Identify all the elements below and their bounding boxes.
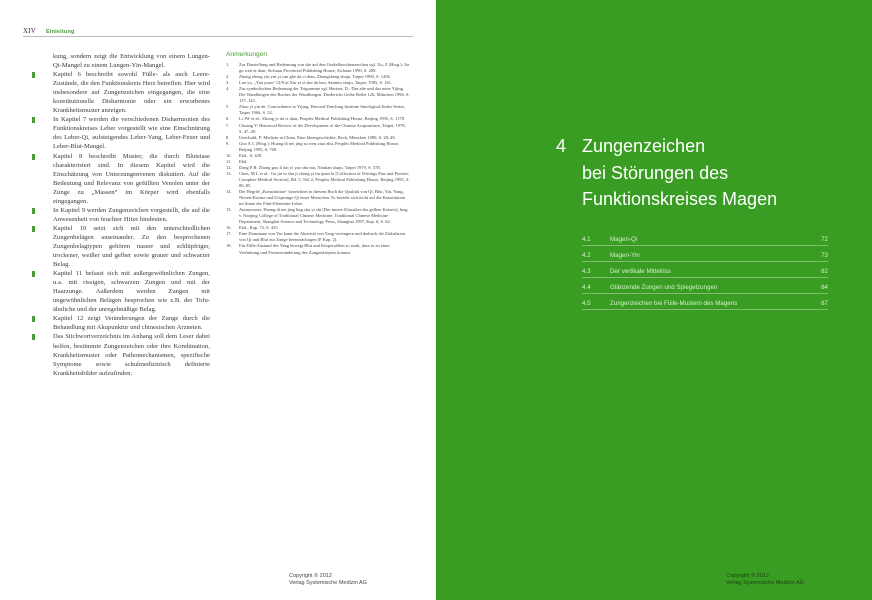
note-number: 17. [226,231,232,237]
toc-entry[interactable] [582,236,828,246]
note-number: 7. [226,122,230,128]
toc-section-title: Magen-Yin [610,252,640,259]
note-item [226,189,410,207]
toc-section-title: Glänzende Zungen und Spiegelzungen [610,284,718,291]
toc-section-title: Magen-Qi [610,236,638,243]
chapter-opener-page [436,0,872,600]
note-number: 12. [226,164,232,170]
bullet-paragraph: Kapitel 11 befasst sich mit außergewöhnlichen Zungen, u.a. mit rissigen, schwarzen Zungen und mit der Haarzunge. Außerdem werden Zungen mit ungewöhnlichen Belägen besprochen wie z.B. der Tofu-ähnliche und der unregelmäßige Belag. [44,269,210,314]
toc-page-number: 84 [821,284,828,291]
copyright-right [726,573,804,587]
toc-section-title: Der vertikale Mittelriss [610,268,671,275]
note-number: 14. [226,189,232,195]
header-rule [23,36,413,37]
toc-entry[interactable] [582,252,828,262]
toc-page-number: 82 [821,268,828,275]
notes-list [226,62,410,256]
note-text: Zur Darstellung und Bedeutung von she auf den Orakelknochenzeichen vgl. Xu, Z (Hrsg.): Jia gu wen zi dian, Sichuan Provincial Publishing House, Sichuan 1990, S. 208. [239,62,409,74]
note-text: Eine Dominanz von Yin kann die Aktivität von Yang verringern und dadurch die Zirkulation von Qi und Blut zur Zunge beeinträchtigen (F Kap. 2). [239,231,406,243]
note-item [226,123,410,135]
note-number: 3. [226,80,230,86]
main-text-column [44,52,210,378]
note-text: Chen, M L et al.: Gu jin tu shu ji cheng yi bu quan lu [Collection of Writings Past and Present: Complete Medical Section], Bd. 5, Teil 2, Peoples Medical Publishing House, Beijing 1995, S. 80–85. [239,170,410,188]
chapter-title [582,133,856,213]
toc-section-number: 4.4 [582,284,591,291]
toc-section-number: 4.1 [582,236,591,243]
note-text: Dang P B: Zhong guo li dai yi yao shu mu, Nantian shuju, Taipei 1979, S. 378. [239,164,381,170]
note-number: 13. [226,170,232,176]
toc-section-number: 4.5 [582,300,591,307]
publisher-line: Verlag Systemische Medizin AG [289,579,367,586]
chapter-contents [582,236,828,316]
note-item [226,171,410,189]
notes-title: Anmerkungen [226,51,268,58]
note-text: Unschuld, P: Medizin in China. Eine Ideengeschichte, Beck, München 1980, S. 28–48. [239,134,396,140]
note-text: Der Begriff „Konstitution“ bezeichnet in diesem Buch die Qualität von Qi, Blut, Yin, Yang, Nieren-Essenz und Ursprungs-Qi eines Menschen. Er bezieht sich nicht auf die Konstitution im Sinne der Fünf-Elemente-Lehre. [239,189,406,207]
bullet-paragraph: In Kapitel 9 werden Zungenzeichen vorgestellt, die auf die Anwesenheit von feuchter Hitze hindeuten. [44,206,210,224]
note-item [226,86,410,104]
note-number: 1. [226,62,230,68]
note-item [226,62,410,74]
note-item [226,243,410,255]
toc-section-number: 4.2 [582,252,591,259]
note-text: Anonymous: Huang di nei jing ling shu yi shi [Der innere Klassiker des gelben Kaisers], hrsg. v. Nanjing College of Traditional Chinese Medicine, Traditional Chinese Medicine Department, Shanghai Science and Technology Press, Shanghai 1997, Kap. 6, S. 62. [239,207,409,225]
note-number: 15. [226,207,232,213]
note-text: Ein Fülle-Zustand des Yang bewegt Blut und Körpersäften so stark, dass es zu einer Verfärbung und Formveränderung des Zungenkörpers kommt. [239,243,390,255]
paragraph: kung, sondern zeigt die Entwicklung von einem Lungen-Qi-Mangel zu einem Lungen-Yin-Mangel. [53,53,210,70]
note-text: Ebd., Kap. 72, S. 435 [239,225,278,231]
toc-entry[interactable] [582,284,828,294]
note-number: 2. [226,74,230,80]
toc-section-number: 4.3 [582,268,591,275]
note-item [226,231,410,243]
chapter-title-line: Funktionskreises Magen [582,189,778,209]
page-number: XIV [23,27,37,35]
chapter-title-line: Zungenzeichen [582,136,706,156]
note-text: Lan yu, „Yan yuan“ 12/8 in Xin yi si shu du ben, Sanmin shuju, Taipei, 1985, S. 161. [239,80,393,86]
note-number: 9. [226,140,230,146]
toc-page-number: 87 [821,300,828,307]
note-number: 11. [226,158,232,164]
note-number: 6. [226,116,230,122]
note-number: 10. [226,152,232,158]
bullet-paragraph: Kapitel 8 beschreibt Muster, die durch Blutstase charakterisiert sind. In diesem Kapitel wird die Einschätzung von Unterzungenvenen diskutiert. Auf die Bedeutung und Relevanz von gefüllten Venolen unter der Zunge zu „Massen“ im Körper wird ebenfalls eingegangen. [44,152,210,206]
chapter-heading [556,133,856,213]
bullet-paragraph: In Kapitel 7 werden die verschiedenen Disharmonien des Funktionskreises Leber vorgestellt wie eine Einschnürung des Leber-Qi, aufsteigendes Leber-Yang, Leber-Feuer und Leber-Blut-Mangel. [44,115,210,151]
copyright-line: Copyright © 2012 [289,573,332,579]
bullet-paragraph: Kapitel 12 zeigt Veränderungen der Zunge durch die Behandlung mit Akupunktur und chinesischen Arzneien. [44,314,210,332]
bullet-paragraph: Das Stichwortverzeichnis im Anhang soll dem Leser dabei helfen, bestimmte Zungenzeichen oder ihre Kombination, Krankheitsmuster oder Pathomechanismen, spezifische Symptome sowie schulmedizinisch definierte Krankheitsbilder aufzufinden. [44,332,210,377]
running-head [23,27,75,35]
note-item [226,104,410,116]
toc-page-number: 73 [821,252,828,259]
note-item [226,207,410,225]
publisher-line: Verlag Systemische Medizin AG [726,579,804,586]
note-item [226,141,410,153]
copyright-line: Copyright © 2012 [726,573,769,579]
note-text: Li JW et al.: Zhong yi da ci dian, Peoples Medical Publishing House, Beijing 1995, S. 1178. [239,116,405,122]
note-text: Guo A C (Hrsg.): Huang di nei jing su wen xiao zhu, Peoples Medical Publishing House, Beijing 1995, S. 769. [239,140,399,152]
toc-section-title: Zungenzeichen bei Fülle-Mustern des Magens [610,300,738,307]
chapter-title-line: bei Störungen des [582,162,729,183]
copyright-left [289,573,367,587]
note-number: 16. [226,225,232,231]
note-text: Ebd., S. 428. [239,152,263,158]
note-text: Chuang Y: Historical Review of the Development of the Chinese Acupuncture, Taipei, 1978, S. 47–49. [239,122,406,134]
bullet-paragraph: Kapitel 10 setzt sich mit den unterschiedlichen Zungenbelägen auseinander. Zu den besprochenen Zungenbelagtypen gehören nasser und schlüpfriger, trockener, weißer und gelber sowie grauer und schwarzer Belag. [44,224,210,269]
note-text: Ebd. [239,158,248,164]
toc-page-number: 72 [821,236,828,243]
bullet-paragraph: Kapitel 6 beschreibt sowohl Fülle- als auch Leere-Zustände, die den Funktionskreis Herz betreffen. Hier wird insbesondere auf Zungenzeichen eingegangen, die eine konstitutionelle Disharmonie oder ein erworbenes Krankheitsmuster anzeigen. [44,70,210,115]
note-number: 4. [226,86,230,92]
note-text: Zur symbolischen Bedeutung der Trigramme vgl. Hertzer, D.: Das alte und das neue Yijing. Die Wandlungen des Buches der Wandlungen, Diederichs Gelbe Reihe 126, München 1996, S. 137–143. [239,86,410,104]
note-number: 5. [226,104,230,110]
section-name: Einleitung [46,29,75,35]
chapter-number: 4 [556,136,567,156]
notes-column [226,52,410,256]
toc-entry[interactable] [582,300,828,310]
note-text: Zhong zheng yin yin yi can ghe da ci dian, Zhongzheng shuju, Taipei 1990, S. 1456. [239,74,391,80]
note-number: 8. [226,134,230,140]
note-number: 18. [226,243,232,249]
note-text: Zhou yi yin de, Concordance to Yijing, Harvard Yenching Institute Sinological Index Series, Taipei 1966, S. 52. [239,104,406,116]
toc-entry[interactable] [582,268,828,278]
